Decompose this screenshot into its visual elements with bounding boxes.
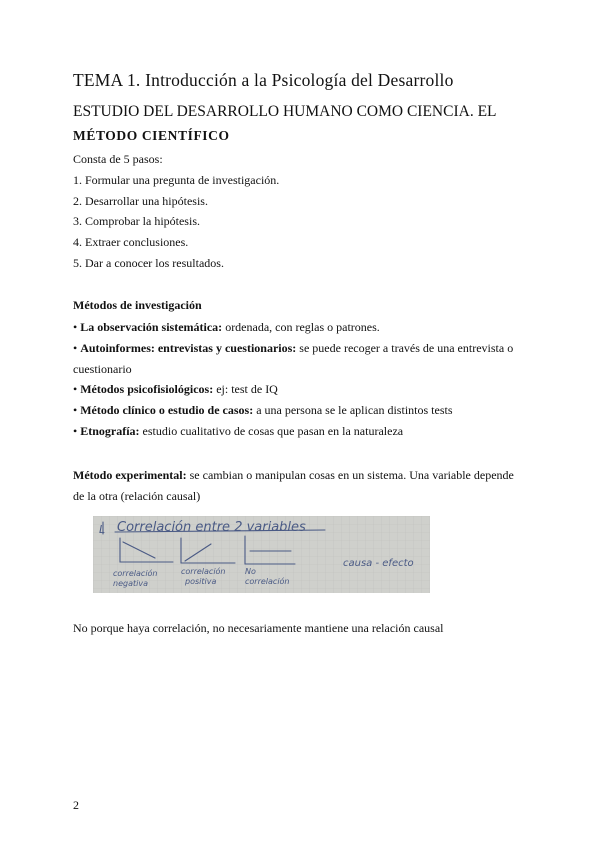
label-positive: positiva	[185, 577, 217, 586]
step-item: 4. Extraer conclusiones.	[73, 235, 189, 249]
sketch-heading: Correlación entre 2 variables	[117, 520, 306, 535]
label-positive: correlación	[181, 567, 226, 576]
method-desc: se puede recoger a través de una entrevista o	[296, 341, 514, 355]
method-item	[73, 424, 403, 439]
step-item: 2. Desarrollar una hipótesis.	[73, 194, 208, 208]
page-number: 2	[73, 798, 79, 812]
conclusion-text: No porque haya correlación, no necesariamente mantiene una relación causal	[73, 621, 444, 635]
sketch-list-mark: L	[99, 523, 106, 536]
methods-heading: Métodos de investigación	[73, 298, 202, 312]
method-item	[73, 382, 278, 397]
method-desc: cuestionario	[73, 362, 132, 376]
step-item: 3. Comprobar la hipótesis.	[73, 214, 200, 228]
method-desc: ej: test de IQ	[213, 382, 278, 396]
method-desc: estudio cualitativo de cosas que pasan en la naturaleza	[139, 424, 404, 438]
section-heading-line1: ESTUDIO DEL DESARROLLO HUMANO COMO CIENCIA. EL	[73, 103, 497, 120]
method-desc: ordenada, con reglas o patrones.	[222, 320, 380, 334]
bullet: •	[73, 341, 78, 355]
page-title: TEMA 1. Introducción a la Psicología del Desarrollo	[73, 70, 454, 90]
method-item	[73, 403, 453, 418]
experimental-paragraph	[73, 468, 514, 483]
cause-effect-label: causa - efecto	[343, 558, 414, 569]
method-term: Autoinformes: entrevistas y cuestionarios:	[80, 341, 297, 355]
section-heading-line2: MÉTODO CIENTÍFICO	[73, 128, 230, 143]
label-none: No	[245, 567, 256, 576]
bullet: •	[73, 403, 78, 417]
method-term: Método clínico o estudio de casos:	[80, 403, 254, 417]
experimental-paragraph-continuation: de la otra (relación causal)	[73, 489, 201, 503]
step-item: 1. Formular una pregunta de investigación.	[73, 173, 280, 187]
experimental-term: Método experimental:	[73, 468, 187, 482]
sketch-drawing	[93, 516, 430, 593]
intro-text: Consta de 5 pasos:	[73, 152, 163, 166]
handwritten-correlation-sketch	[93, 516, 430, 593]
bullet: •	[73, 382, 78, 396]
method-term: Métodos psicofisiológicos:	[80, 382, 214, 396]
method-item-continuation	[73, 362, 132, 377]
label-negative: correlación	[113, 569, 158, 578]
label-negative: negativa	[113, 579, 148, 588]
bullet: •	[73, 320, 78, 334]
bullet: •	[73, 424, 78, 438]
step-item: 5. Dar a conocer los resultados.	[73, 256, 224, 270]
method-term: Etnografía:	[80, 424, 140, 438]
experimental-desc: se cambian o manipulan cosas en un sistema. Una variable depende	[186, 468, 514, 482]
method-item	[73, 320, 380, 335]
method-item	[73, 341, 513, 356]
method-desc: a una persona se le aplican distintos tests	[253, 403, 453, 417]
method-term: La observación sistemática:	[80, 320, 223, 334]
label-none: correlación	[245, 577, 290, 586]
